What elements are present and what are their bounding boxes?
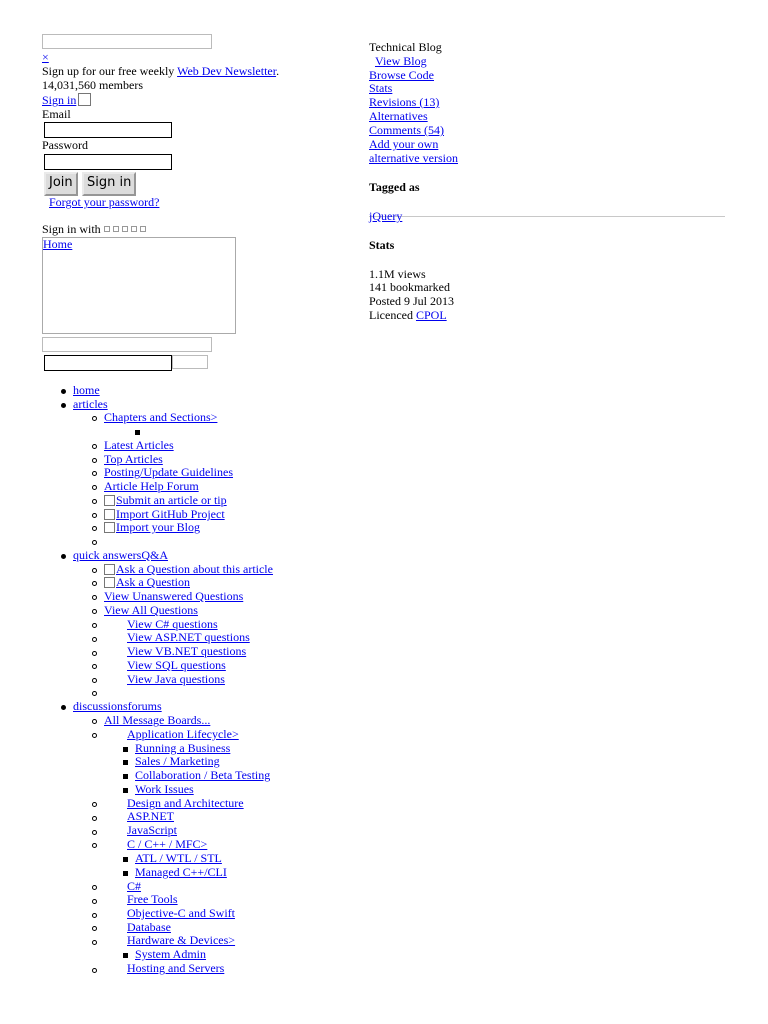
licence-row (369, 309, 447, 323)
email-label: Email (42, 107, 71, 121)
newsletter-link[interactable]: Web Dev Newsletter (177, 64, 277, 78)
stats-heading: Stats (369, 238, 395, 252)
signin-row (42, 93, 92, 108)
nav-import-blog[interactable]: Import your Blog (116, 520, 200, 534)
nav-import-github[interactable]: Import GitHub Project (116, 507, 225, 521)
blog-icon (104, 522, 115, 533)
newsletter-line (42, 65, 279, 79)
password-label: Password (42, 138, 89, 152)
add-alternative-link-line2[interactable]: alternative version (369, 151, 458, 165)
nav-cpp[interactable]: C / C++ / MFC> (127, 837, 208, 851)
search-input-extra[interactable] (172, 355, 208, 369)
nav-objc[interactable]: Objective-C and Swift (127, 906, 235, 920)
social-login-icon[interactable] (113, 226, 119, 232)
nav-running-business[interactable]: Running a Business (135, 741, 231, 755)
nav-ask[interactable]: Ask a Question (116, 575, 190, 589)
blog-type: Technical Blog (369, 40, 442, 54)
list-bullet (92, 885, 97, 890)
submenu-bullet (135, 430, 140, 435)
tag-divider (369, 216, 725, 217)
empty-bullet (92, 540, 97, 545)
nav-all-boards[interactable]: All Message Boards... (104, 713, 211, 727)
nav-guidelines[interactable]: Posting/Update Guidelines (104, 465, 233, 479)
nav-latest-articles[interactable]: Latest Articles (104, 438, 174, 452)
signin-checkbox[interactable] (78, 93, 91, 106)
tag-jquery[interactable]: jQuery (369, 209, 403, 223)
revisions-link[interactable]: Revisions (13) (369, 95, 440, 109)
views-count: 1.1M views (369, 267, 426, 281)
submit-icon (104, 495, 115, 506)
nav-database[interactable]: Database (127, 920, 171, 934)
list-bullet (92, 802, 97, 807)
nav-csharp-questions[interactable]: View C# questions (127, 617, 218, 631)
nav-app-lifecycle[interactable]: Application Lifecycle> (127, 727, 239, 741)
list-bullet (92, 623, 97, 628)
newsletter-text: Sign up for our free weekly (42, 64, 178, 78)
password-field[interactable] (44, 154, 172, 170)
newsletter-period: . (276, 64, 280, 78)
join-button[interactable]: Join (44, 172, 78, 196)
nav-submit[interactable]: Submit an article or tip (116, 493, 227, 507)
nav-submit-item (104, 494, 227, 508)
view-blog-label: View Blog (375, 54, 427, 68)
alternatives-link[interactable]: Alternatives (369, 109, 428, 123)
nav-sales-marketing[interactable]: Sales / Marketing (135, 754, 220, 768)
secondary-input[interactable] (42, 337, 212, 352)
nav-top-articles[interactable]: Top Articles (104, 452, 163, 466)
nav-discussions[interactable]: discussionsforums (73, 699, 162, 713)
add-alternative-link-line1[interactable]: Add your own (369, 137, 439, 151)
social-login-icon[interactable] (131, 226, 137, 232)
nav-import-blog-item (104, 521, 200, 535)
nav-csharp[interactable]: C# (127, 879, 142, 893)
signin-with-label: Sign in with (42, 222, 101, 236)
comments-link[interactable]: Comments (54) (369, 123, 444, 137)
question-icon (104, 577, 115, 588)
nav-free-tools[interactable]: Free Tools (127, 892, 178, 906)
github-icon (104, 509, 115, 520)
licence-label: Licenced (369, 308, 416, 322)
list-bullet (92, 830, 97, 835)
empty-bullet (92, 691, 97, 696)
list-bullet (92, 968, 97, 973)
nav-help-forum[interactable]: Article Help Forum (104, 479, 199, 493)
list-bullet (92, 637, 97, 642)
close-icon[interactable]: × (42, 50, 49, 64)
nav-java-questions[interactable]: View Java questions (127, 672, 225, 686)
nav-hosting[interactable]: Hosting and Servers (127, 961, 225, 975)
nav-vbnet-questions[interactable]: View VB.NET questions (127, 644, 247, 658)
tagged-as-heading: Tagged as (369, 180, 420, 194)
nav-aspnet[interactable]: ASP.NET (127, 809, 175, 823)
nav-work-issues[interactable]: Work Issues (135, 782, 194, 796)
list-bullet (92, 678, 97, 683)
bookmark-count: 141 bookmarked (369, 280, 450, 294)
nav-collaboration[interactable]: Collaboration / Beta Testing (135, 768, 271, 782)
nav-ask-about[interactable]: Ask a Question about this article (116, 562, 273, 576)
nav-aspnet-questions[interactable]: View ASP.NET questions (127, 630, 250, 644)
nav-javascript[interactable]: JavaScript (127, 823, 177, 837)
nav-unanswered[interactable]: View Unanswered Questions (104, 589, 244, 603)
signin-link[interactable]: Sign in (42, 93, 77, 107)
list-bullet (92, 913, 97, 918)
member-count: 14,031,560 members (42, 78, 143, 92)
social-login-icon[interactable] (104, 226, 110, 232)
home-frame (42, 237, 236, 334)
signin-with-row (42, 223, 149, 237)
browse-code-link[interactable]: Browse Code (369, 68, 434, 82)
list-bullet (92, 651, 97, 656)
list-bullet (92, 926, 97, 931)
nav-articles[interactable]: articles (73, 397, 108, 411)
nav-hardware[interactable]: Hardware & Devices> (127, 933, 236, 947)
nav-managed-cpp[interactable]: Managed C++/CLI (135, 865, 227, 879)
view-blog-link[interactable] (369, 55, 427, 69)
list-bullet (92, 664, 97, 669)
list-bullet (92, 843, 97, 848)
email-field[interactable] (44, 122, 172, 138)
home-link[interactable]: Home (43, 237, 73, 251)
nav-all-questions[interactable]: View All Questions (104, 603, 198, 617)
nav-quick-answers[interactable]: quick answersQ&A (73, 548, 168, 562)
nav-atl[interactable]: ATL / WTL / STL (135, 851, 222, 865)
list-bullet (92, 733, 97, 738)
list-bullet (92, 899, 97, 904)
search-input[interactable] (44, 355, 172, 371)
list-bullet (92, 940, 97, 945)
signin-button[interactable]: Sign in (82, 172, 136, 196)
nav-design[interactable]: Design and Architecture (127, 796, 244, 810)
nav-chapters[interactable]: Chapters and Sections> (104, 410, 218, 424)
top-search-input[interactable] (42, 34, 212, 49)
stats-link[interactable]: Stats (369, 81, 393, 95)
nav-sysadmin[interactable]: System Admin (135, 947, 207, 961)
list-bullet (92, 816, 97, 821)
question-icon (104, 564, 115, 575)
social-login-icon[interactable] (122, 226, 128, 232)
nav-home[interactable]: home (73, 383, 100, 397)
licence-link[interactable]: CPOL (415, 308, 447, 322)
nav-sql-questions[interactable]: View SQL questions (127, 658, 226, 672)
posted-date: Posted 9 Jul 2013 (369, 294, 455, 308)
social-login-icon[interactable] (140, 226, 146, 232)
forgot-password-link[interactable]: Forgot your password? (49, 195, 160, 209)
nav-ask-item (104, 576, 190, 590)
